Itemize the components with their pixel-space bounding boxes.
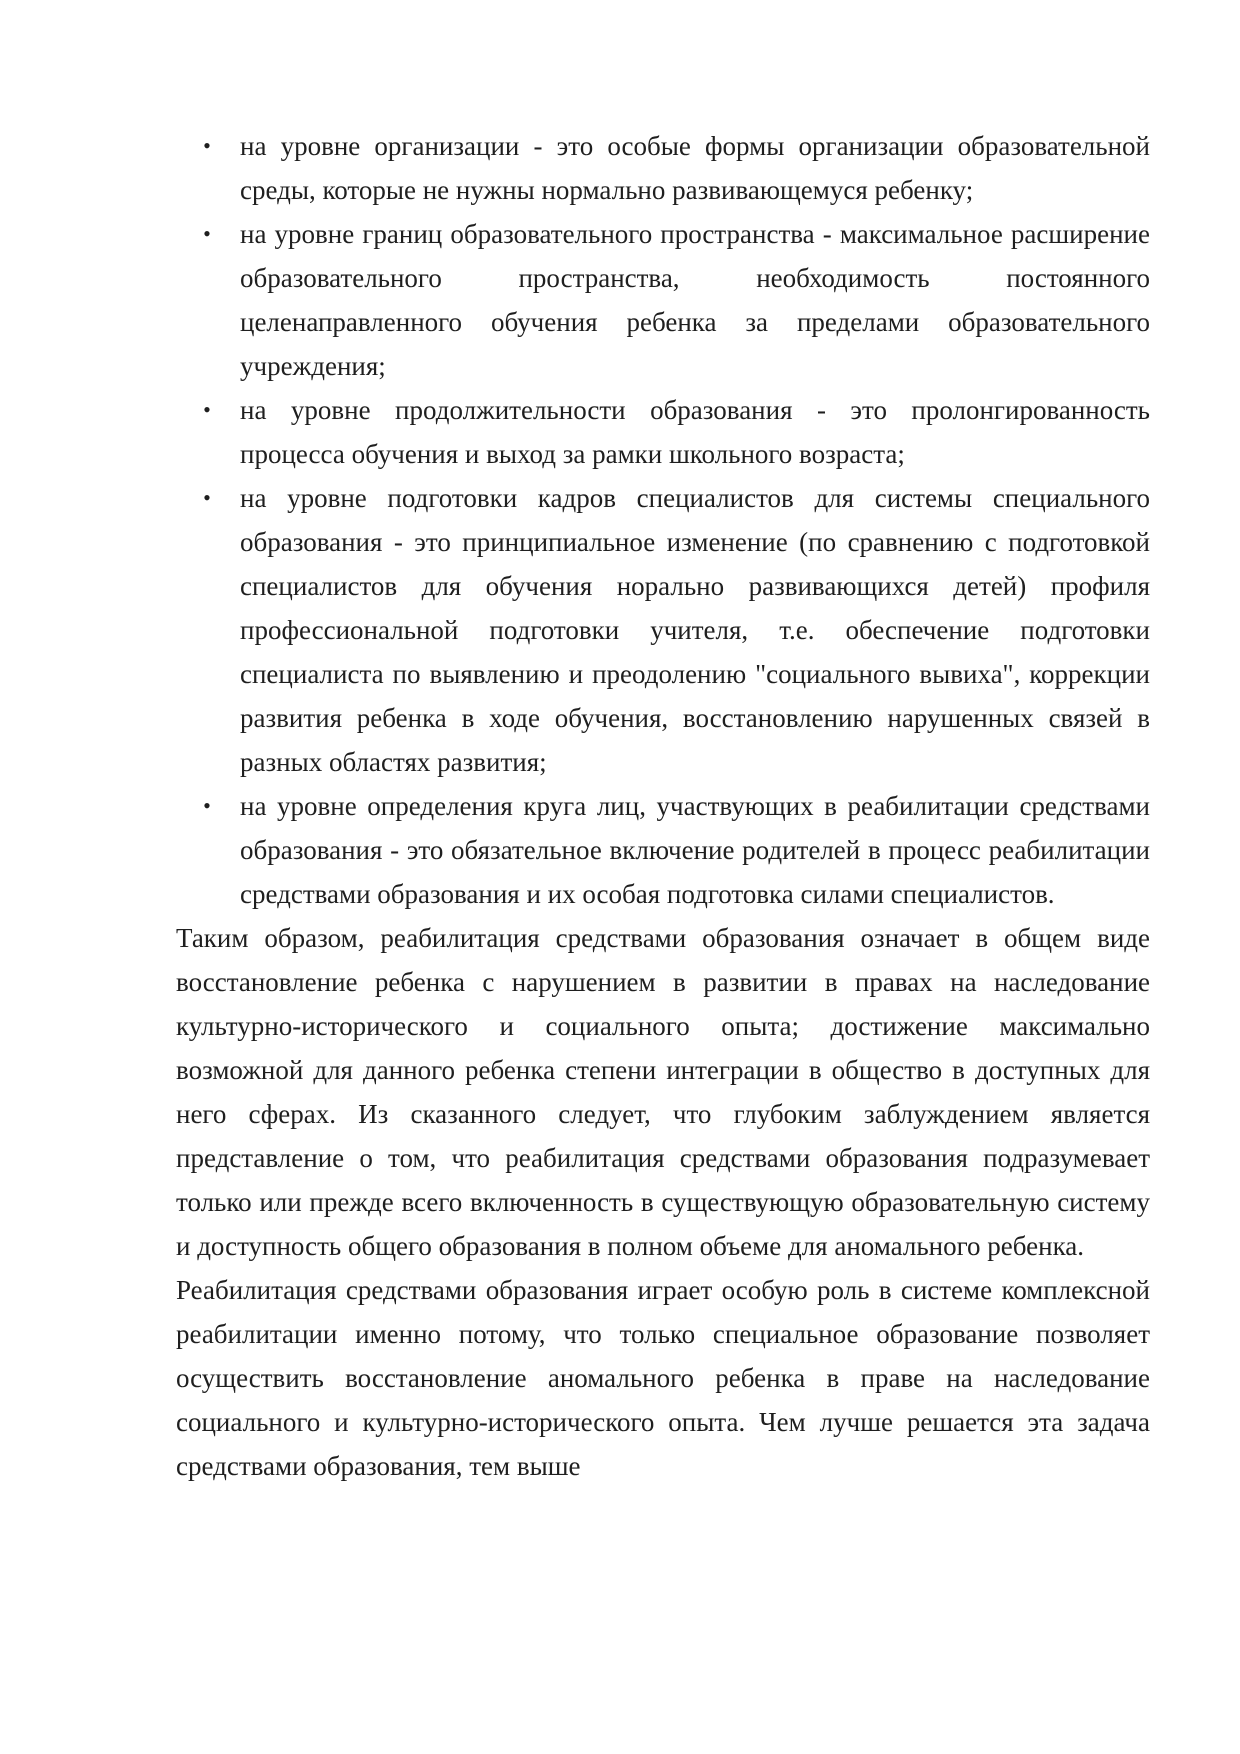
bullet-dot-icon: • [203,397,211,422]
list-item [176,388,1150,476]
list-item-text: на уровне организации - это особые формы организации образовательной среды, которые не нужны нормально развивающемуся ребенку; [240,131,1150,205]
bullet-dot-icon: • [203,793,211,818]
bullet-dot-icon: • [203,485,211,510]
list-item-text: на уровне определения круга лиц, участвующих в реабилитации средствами образования - это обязательное включение родителей в процесс реабилитации средствами образования и их особая подготовка силами специалистов. [240,791,1150,909]
list-item [176,212,1150,388]
body-paragraph: Реабилитация средствами образования играет особую роль в системе комплексной реабилитации именно потому, что только специальное образование позволяет осуществить восстановление аномального ребенка в праве на наследование социального и культурно-исторического опыта. Чем лучше решается эта задача средствами образования, тем выше [176,1275,1150,1481]
bullet-list [176,124,1150,916]
bullet-dot-icon: • [203,221,211,246]
list-item [176,124,1150,212]
list-item [176,476,1150,784]
page-content [176,124,1150,1488]
list-item-text: на уровне подготовки кадров специалистов для системы специального образования - это принципиальное изменение (по сравнению с подготовкой специалистов для обучения норально развивающихся детей) профиля профессиональной подготовки учителя, т.е. обеспечение подготовки специалиста по выявлению и преодолению "социального вывиха", коррекции развития ребенка в ходе обучения, восстановлению нарушенных связей в разных областях развития; [240,483,1150,777]
body-paragraph: Таким образом, реабилитация средствами образования означает в общем виде восстановление ребенка с нарушением в развитии в правах на наследование культурно-исторического и социального опыта; достижение максимально возможной для данного ребенка степени интеграции в общество в доступных для него сферах. Из сказанного следует, что глубоким заблуждением является представление о том, что реабилитация средствами образования подразумевает только или прежде всего включенность в существующую образовательную систему и доступность общего образования в полном объеме для аномального ребенка. [176,923,1150,1261]
bullet-dot-icon: • [203,133,211,158]
list-item [176,784,1150,916]
list-item-text: на уровне продолжительности образования - это пролонгированность процесса обучения и выход за рамки школьного возраста; [240,395,1150,469]
list-item-text: на уровне границ образовательного пространства - максимальное расширение образовательного пространства, необходимость постоянного целенаправленного обучения ребенка за пределами образовательного учреждения; [240,219,1150,381]
